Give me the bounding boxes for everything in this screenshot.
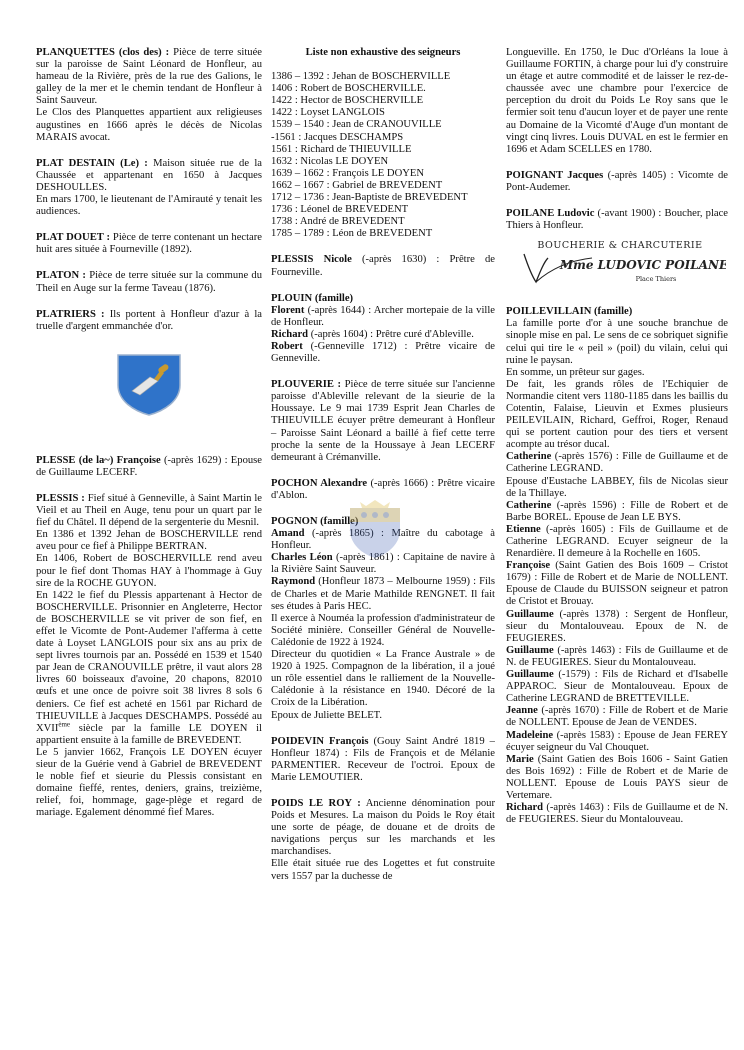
entry-text: (-avant 1900) : Boucher, place Thiers à Honfleur.	[506, 208, 728, 232]
entry-text: Longueville. En 1750, le Duc d'Orléans la loue à Guillaume FORTIN, à charge pour lui d'y construire un étage et autre commodité et de laisser le rez-de-chaussée avec une chambre pour l'exercice de perception du droit du Poids Le Roy sans que le fermier soit tenu d'aucun loyer et de payer une rente au Domaine de la Vicomté d'Auge d'un montant de vingt cinq livres. Louis DUVAL en est le fermier en 1696 et Adam SCELLES en 1780.	[506, 47, 728, 155]
column-middle	[271, 47, 495, 897]
member-text: Epoux de Juliette BELET.	[271, 709, 383, 721]
entry-poillevillain	[506, 306, 728, 826]
family-member	[506, 669, 728, 705]
member-text: (Saint Gatien des Bois 1606 - Saint Gatien des Bois 1692) : Fille de Robert et de Marie de NOLLENT. Epouse de Louis PAYS sieur de Vertemare.	[506, 753, 728, 801]
lord-line: 1785 – 1789 : Léon de BREVEDENT	[271, 228, 433, 240]
family-member	[506, 524, 728, 560]
entry-poilane	[506, 208, 728, 232]
member-name: Guillaume	[506, 644, 554, 656]
entry-text: En somme, un prêteur sur gages.	[506, 366, 645, 378]
entry-poignant	[506, 170, 728, 194]
member-text: (-après 1644) : Archer mortepaie de la ville de Honfleur.	[271, 304, 495, 328]
lord-line: 1632 : Nicolas LE DOYEN	[271, 155, 389, 167]
entry-text: Pièce de terre située sur la paroisse de Saint Léonard de Honfleur, au hameau de la Rivière, près de la rue des Galions, le galley de la mer et le chemin tendant de Honfleur à Saint Sauveur.	[36, 47, 263, 107]
honfleur-arms-watermark-icon	[346, 498, 404, 560]
member-name: Florent	[271, 304, 305, 316]
lord-line: 1386 – 1392 : Jehan de BOSCHERVILLE	[271, 71, 451, 83]
entry-text: Le Clos des Planquettes appartient aux religieuses augustines en 1666 après le décès de Nicolas MARAIS avocat.	[36, 107, 262, 143]
member-name: Madeleine	[506, 729, 554, 741]
lord-line: 1738 : André de BREVEDENT	[271, 216, 405, 228]
entry-text: Ancienne dénomination pour Poids et Mesures. La maison du Poids le Roy était une sorte de péage, de douane et de droits de navigations perçus sur les marchands et les marchandises.	[271, 797, 495, 858]
member-name: Etienne	[506, 523, 541, 535]
member-text: (-après 1861) : Capitaine de navire à la Rivière Saint Sauveur.	[271, 552, 495, 576]
lord-line: 1736 : Léonel de BREVEDENT	[271, 204, 409, 216]
lord-line: 1712 – 1736 : Jean-Baptiste de BREVEDENT	[271, 192, 468, 204]
member-text: (-après 1865) : Maître du cabotage à Honfleur.	[271, 528, 495, 552]
headword: PLESSE (de la~) Françoise	[36, 454, 161, 466]
headword: PLESSIS :	[36, 492, 85, 504]
member-text: Directeur du quotidien « La France Australe » de 1920 à 1925. Compagnon de la libération, il a joué un rôle essentiel dans le ralliement de la Nouvelle-Calédonie à la résistance en 1940. Décoré de la Croix de la Libération.	[271, 649, 495, 709]
entry-platon	[36, 270, 262, 294]
stamp-line-1: BOUCHERIE & CHARCUTERIE	[537, 240, 703, 252]
lord-line: 1662 – 1667 : Gabriel de BREVEDENT	[271, 179, 443, 191]
entry-text: De fait, les grands rôles de l'Echiquier de Normandie citent vers 1180-1185 dans les baillis du Cotentin, Falaise, Lieuvin et Exmes plusieurs PEILEVILAIN, Richard, Geffroi, Roger, Renaud qui se portent caution pour des tiers et versent acompte au trésor ducal.	[506, 378, 728, 451]
headword: PLAT DESTAIN (Le) :	[36, 157, 148, 169]
headword: PLESSIS Nicole	[271, 254, 352, 266]
family-member	[506, 645, 728, 669]
family-members-list	[506, 451, 728, 826]
entry-text: En 1422 le fief du Plessis appartenant à Hector de BOSCHERVILLE. Prisonnier en Angleterre, Hector de BOSCHERVILLE se vit priver de son fief, en effet le Vicomte de Pont-Audemer l'afferma à cette date à Loyset LANGLOIS pour six ans au prix de sept livres tournois par an. Possédé en 1539 et 1540 par Jean de CRANOUVILLE prêtre, il vaut alors 28 livres 60 boisseaux d'avoine, 20 chapons, 82010 œufs et une once de poivre soit 38 livres 8 sols 6 deniers. Ce fief est acheté en 1561 par Richard de THIEUVILLE à Jacques DESCHAMPS. Possédé au XVII	[36, 589, 262, 734]
lords-list-title: Liste non exhaustive des seigneurs	[305, 47, 461, 58]
member-text: (-après 1596) : Fille de Robert et de Barbe BOREL. Epouse de Jean LE BYS.	[506, 499, 728, 523]
member-name: Richard	[506, 802, 544, 814]
platriers-coat-of-arms-icon	[114, 351, 184, 417]
member-text: (-après 1583) : Epouse de Jean FEREY écuyer seigneur du Val Chouquet.	[506, 729, 729, 753]
family-member	[506, 500, 728, 524]
entry-plesse	[36, 455, 262, 479]
headword: POIDS LE ROY :	[271, 797, 361, 809]
member-text: (Honfleur 1873 – Melbourne 1959) : Fils de Charles et de Marie Mathilde RENGNET. Il fait ses études à Paris HEC.	[271, 576, 495, 612]
family-member	[506, 730, 728, 754]
headword: POGNON (famille)	[271, 516, 359, 527]
entry-text: Pièce de terre située sur l'ancienne paroisse d'Ableville relevant de la sieurie de la Houssaye. Le 9 mai 1739 Esprit Jean Charles de THIEUVILLE écuyer prêtre demeurant à Honfleur – Paroisse Saint Léonard a baillé à fief cette terre proche la sente de la Houssaye à Jean LECERF demeurant à Crémanville.	[271, 379, 495, 463]
entry-text: siècle par la famille LE DOYEN il appartient ensuite à la famille de BREVEDENT.	[36, 722, 262, 746]
entry-text: (-après 1666) : Prêtre vicaire d'Ablon.	[271, 477, 495, 501]
headword: POIGNANT Jacques	[506, 169, 604, 181]
entry-text: En mars 1700, le lieutenant de l'Amirauté y tenait les audiences.	[36, 194, 262, 218]
family-member	[506, 609, 728, 645]
entry-platriers	[36, 309, 262, 333]
entry-poids-le-roy	[271, 798, 495, 883]
entry-text: Pièce de terre contenant un hectare huit ares située à Fourneville (1892).	[36, 232, 262, 256]
entry-plat-destain	[36, 158, 262, 218]
member-text: Epouse d'Eustache LABBEY, fils de Nicolas sieur de la Thillaye.	[506, 475, 728, 499]
entry-poids-le-roy-continued	[506, 47, 728, 156]
headword: PLANQUETTES (clos des) :	[36, 47, 170, 58]
member-name: Françoise	[506, 560, 551, 572]
entry-text: Pièce de terre située sur la commune du Theil en Auge sur la ferme Taveau (1876).	[36, 270, 263, 294]
entry-text: Ils portent à Honfleur d'azur à la truelle d'argent emmanchée d'or.	[36, 308, 263, 332]
entry-text: Fief situé à Genneville, à Saint Martin le Vieil et au Theil en Auge, tenu pour un quart par le fief du Châtel. Il dépend de la sergenterie du Mesnil.	[36, 492, 262, 529]
lord-line: 1561 : Richard de THIEUVILLE	[271, 143, 412, 155]
member-name: Catherine	[506, 451, 552, 463]
member-text: (-après 1463) : Fils de Guillaume et de N. de FEUGIERES. Sieur du Montalouveau.	[506, 644, 728, 668]
member-name: Robert	[271, 340, 303, 352]
entry-text: (Gouy Saint André 1819 – Honfleur 1874) : Fils de François et de Mélanie PARMENTIER. Receveur de l'octroi. Epoux de Marie LEMOUTIER.	[271, 735, 495, 783]
entry-text: (-après 1630) : Prêtre de Fourneville.	[271, 254, 495, 278]
family-member	[506, 560, 728, 608]
entry-text: Le 5 janvier 1662, François LE DOYEN écuyer sieur de la Guérie vend à Gabriel de BREVEDENT le noble fief et sieurie du Plessis consistant en domaine fieffé, rentes, deniers, grains, treizième, relief, foi, hommage, gage-plège et regard de mariage. Egalement dénommé fief Mares.	[36, 746, 262, 819]
lords-list	[271, 71, 495, 240]
family-member	[506, 451, 728, 475]
family-member	[506, 754, 728, 802]
entry-text: En 1406, Robert de BOSCHERVILLE rend aveu pour le fief dont Thomas HAY à l'hommage à Guy sire de la ROCHE GUYON.	[36, 553, 262, 589]
superscript: ème	[58, 720, 71, 729]
stamp-line-3: Place Thiers	[635, 275, 677, 284]
member-text: (-après 1605) : Fils de Guillaume et de Catherine LEGRAND. Ecuyer seigneur de la Renardière. Il demeure à la Rochelle en 1605.	[506, 523, 728, 560]
lord-line: 1406 : Robert de BOSCHERVILLE.	[271, 83, 426, 95]
entry-poidevin	[271, 736, 495, 784]
entry-plat-douet	[36, 232, 262, 256]
member-text: Il exerce à Nouméa la profession d'administrateur de Société minière. Conseiller Général de Nouvelle-Calédonie de 1922 à 1924.	[271, 612, 495, 648]
member-text: (Saint Gatien des Bois 1609 – Cristot 1679) : Fille de Robert et de Marie de NOLLENT. Epouse de Claude du BUISSON seigneur et patron de Cristot et Brouay.	[506, 560, 728, 608]
entry-plessis	[36, 493, 262, 820]
headword: PLATRIERS :	[36, 308, 105, 320]
member-text: (-après 1670) : Fille de Robert et de Marie de NOLLENT. Epouse de Jean de VENDES.	[506, 705, 728, 729]
column-left	[36, 47, 262, 834]
headword: PLOUVERIE :	[271, 379, 342, 391]
member-text: (-Genneville 1712) : Prêtre vicaire de Genneville.	[271, 340, 495, 365]
butcher-stamp-image	[514, 236, 728, 290]
headword: PLATON :	[36, 270, 86, 282]
member-text: (-après 1378) : Sergent de Honfleur, sieur du Montalouveau. Epoux de N. de FEUGIERES.	[506, 608, 728, 644]
family-member	[506, 705, 728, 729]
lord-line: 1639 – 1662 : François LE DOYEN	[271, 167, 425, 179]
member-text: (-après 1463) : Fils de Guillaume et de N. de FEUGIERES. Sieur du Montalouveau.	[506, 802, 728, 826]
entry-text: Elle était située rue des Logettes et fut construite vers 1557 par la duchesse de	[271, 858, 495, 882]
member-text: (-après 1576) : Fille de Guillaume et de Catherine LEGRAND.	[506, 451, 728, 475]
member-name: Charles Léon	[271, 552, 333, 564]
headword: PLOUIN (famille)	[271, 292, 354, 304]
entry-plouverie	[271, 379, 495, 464]
headword: POCHON Alexandre	[271, 477, 368, 489]
entry-plessis-nicole	[271, 254, 495, 278]
headword: POILANE Ludovic	[506, 208, 595, 220]
headword: POILLEVILLAIN (famille)	[506, 306, 633, 318]
member-name: Guillaume	[506, 608, 554, 620]
entry-text: (-après 1629) : Epouse de Guillaume LECERF.	[36, 454, 262, 478]
lord-line: 1539 – 1540 : Jean de CRANOUVILLE	[271, 119, 442, 131]
family-member	[506, 802, 728, 826]
member-name: Marie	[506, 753, 534, 765]
headword: POIDEVIN François	[271, 735, 369, 747]
member-name: Guillaume	[506, 669, 554, 681]
lord-line: -1561 : Jacques DESCHAMPS	[271, 131, 404, 143]
lord-line: 1422 : Loyset LANGLOIS	[271, 107, 385, 119]
entry-text: (-après 1405) : Vicomte de Pont-Audemer.	[506, 169, 729, 193]
member-text: (-1579) : Fils de Richard et d'Isabelle APPAROC. Sieur de Montalouveau. Epoux de Catherine LEGRAND de BRETTEVILLE.	[506, 669, 728, 705]
entry-text: Maison située rue de la Chaussée et appartenant en 1650 à Jacques DESHOULLES.	[36, 157, 262, 193]
member-name: Raymond	[271, 576, 316, 588]
family-member	[506, 476, 728, 500]
member-name: Amand	[271, 528, 305, 540]
entry-plouin	[271, 293, 495, 366]
member-name: Catherine	[506, 499, 552, 511]
member-text: (-après 1604) : Prêtre curé d'Ableville.	[310, 328, 474, 340]
entry-text: La famille porte d'or à une souche branchue de sinople mise en pal. Le sens de ce sobriquet signifie celui qui tire le « peil » (poil) du vilain, celui qui ruine le paysan.	[506, 318, 728, 366]
entry-text: En 1386 et 1392 Jehan de BOSCHERVILLE rend aveu pour ce fief à Philippe BERTRAN.	[36, 529, 262, 553]
member-name: Richard	[271, 328, 309, 340]
member-name: Jeanne	[506, 705, 538, 717]
stamp-line-2: Mme LUDOVIC POILANE	[559, 258, 726, 273]
lord-line: 1422 : Hector de BOSCHERVILLE	[271, 95, 424, 107]
column-right	[506, 47, 728, 840]
entry-planquettes	[36, 47, 262, 144]
headword: PLAT DOUET :	[36, 232, 111, 244]
